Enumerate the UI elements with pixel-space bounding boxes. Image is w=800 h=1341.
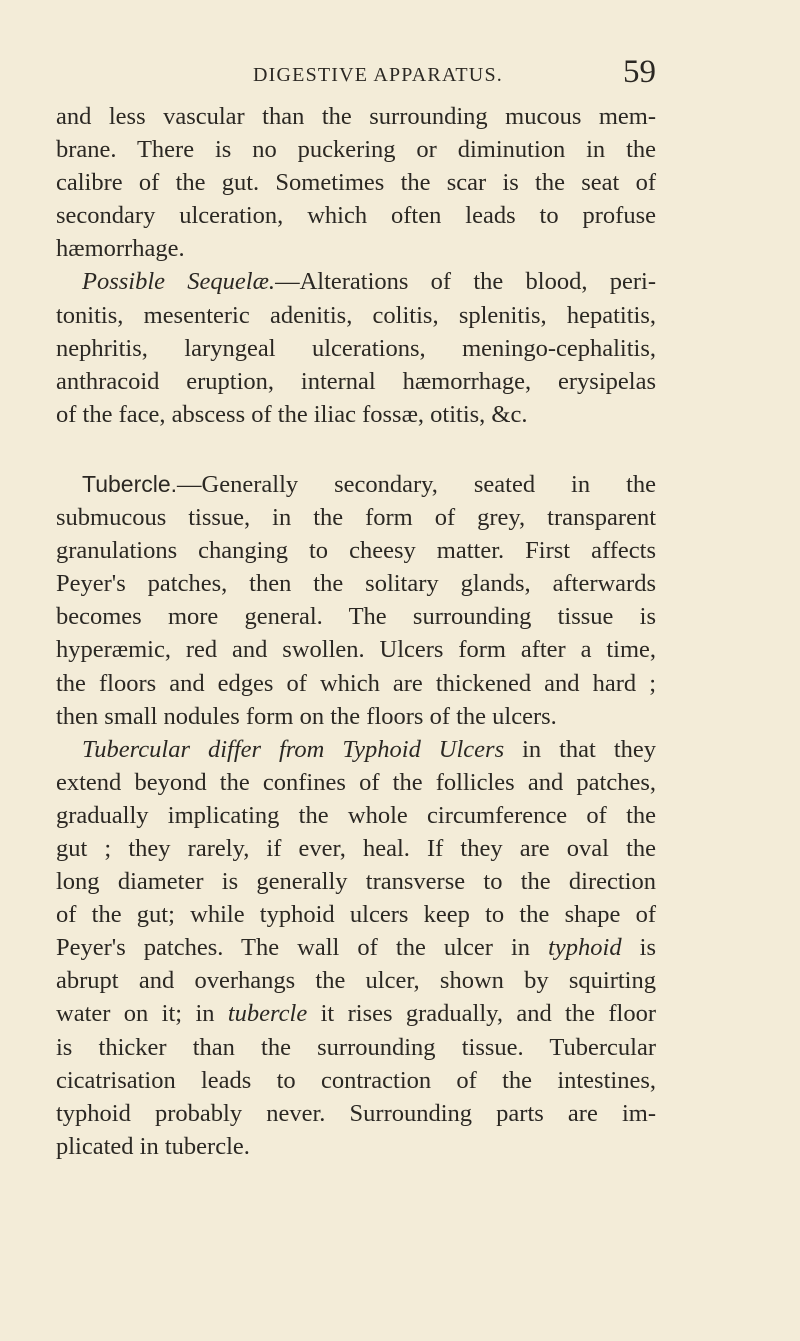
italic-term: tubercle bbox=[227, 1000, 308, 1028]
text-line: gradually implicating the whole circumference of the bbox=[56, 801, 656, 829]
text-line: submucous tissue, in the form of grey, transparent bbox=[56, 504, 656, 532]
section-label-sequelae: Possible Sequelæ. bbox=[82, 268, 276, 296]
text-line: anthracoid eruption, internal hæmorrhage, erysipelas bbox=[56, 367, 656, 395]
text-line: of the face, abscess of the iliac fossæ, otitis, &c. bbox=[56, 400, 528, 428]
text-line: becomes more general. The surrounding tissue is bbox=[56, 603, 656, 631]
text-line: tonitis, mesenteric adenitis, colitis, splenitis, hepatitis, bbox=[56, 301, 656, 329]
text-line: brane. There is no puckering or diminution in the bbox=[56, 136, 656, 164]
text-line: gut ; they rarely, if ever, heal. If they are oval the bbox=[56, 834, 656, 862]
text-line: abrupt and overhangs the ulcer, shown by squirting bbox=[56, 967, 656, 995]
text-line: Peyer's patches, then the solitary glands, afterwards bbox=[56, 570, 656, 598]
section-label-differ: Tubercular differ from Typhoid Ulcers bbox=[82, 735, 505, 763]
text-line: is thicker than the surrounding tissue. Tubercular bbox=[56, 1033, 656, 1061]
text-line: extend beyond the confines of the follicles and patches, bbox=[56, 768, 656, 796]
text-line: nephritis, laryngeal ulcerations, meningo-cephalitis, bbox=[56, 334, 656, 362]
text-line bbox=[56, 468, 656, 501]
text-line: hyperæmic, red and swollen. Ulcers form after a time, bbox=[56, 636, 656, 664]
page-header bbox=[0, 54, 800, 100]
text-line bbox=[56, 733, 656, 766]
paragraph-possible-sequelae bbox=[56, 265, 656, 430]
text-span: is bbox=[621, 934, 657, 962]
text-line: granulations changing to cheesy matter. First affects bbox=[56, 537, 656, 565]
text-line: hæmorrhage. bbox=[56, 235, 185, 263]
text-line: then small nodules form on the floors of the ulcers. bbox=[56, 702, 557, 730]
text-span: in that they bbox=[504, 735, 657, 763]
text-line: and less vascular than the surrounding mucous mem- bbox=[56, 103, 656, 130]
page-number: 59 bbox=[623, 54, 656, 90]
text-span: —Alterations of the blood, peri- bbox=[275, 268, 656, 296]
page-body bbox=[56, 100, 656, 1163]
text-line: the floors and edges of which are thickened and hard ; bbox=[56, 669, 656, 697]
text-line: long diameter is generally transverse to the direction bbox=[56, 868, 656, 896]
text-line: plicated in tubercle. bbox=[56, 1132, 250, 1160]
text-line: calibre of the gut. Sometimes the scar is the seat of bbox=[56, 169, 656, 197]
paragraph-tubercle bbox=[56, 468, 656, 733]
running-head: DIGESTIVE APPARATUS. bbox=[253, 64, 503, 86]
text-span: —Generally secondary, seated in the bbox=[177, 470, 656, 498]
text-line bbox=[56, 997, 656, 1030]
text-span: it rises gradually, and the floor bbox=[307, 1000, 656, 1028]
text-span: water on it; in bbox=[56, 1000, 228, 1028]
text-line bbox=[56, 931, 656, 964]
text-line: secondary ulceration, which often leads to profuse bbox=[56, 202, 656, 230]
text-span: Peyer's patches. The wall of the ulcer in bbox=[56, 934, 531, 962]
text-line: cicatrisation leads to contraction of the intestines, bbox=[56, 1066, 656, 1094]
text-line bbox=[56, 265, 656, 298]
section-heading-tubercle: Tubercle. bbox=[82, 470, 178, 497]
paragraph-tubercular-vs-typhoid bbox=[56, 733, 656, 1163]
text-line: typhoid probably never. Surrounding parts are im- bbox=[56, 1099, 656, 1127]
italic-term: typhoid bbox=[548, 934, 622, 962]
text-line: of the gut; while typhoid ulcers keep to the shape of bbox=[56, 901, 656, 929]
paragraph-ulcer-scar bbox=[56, 100, 656, 265]
